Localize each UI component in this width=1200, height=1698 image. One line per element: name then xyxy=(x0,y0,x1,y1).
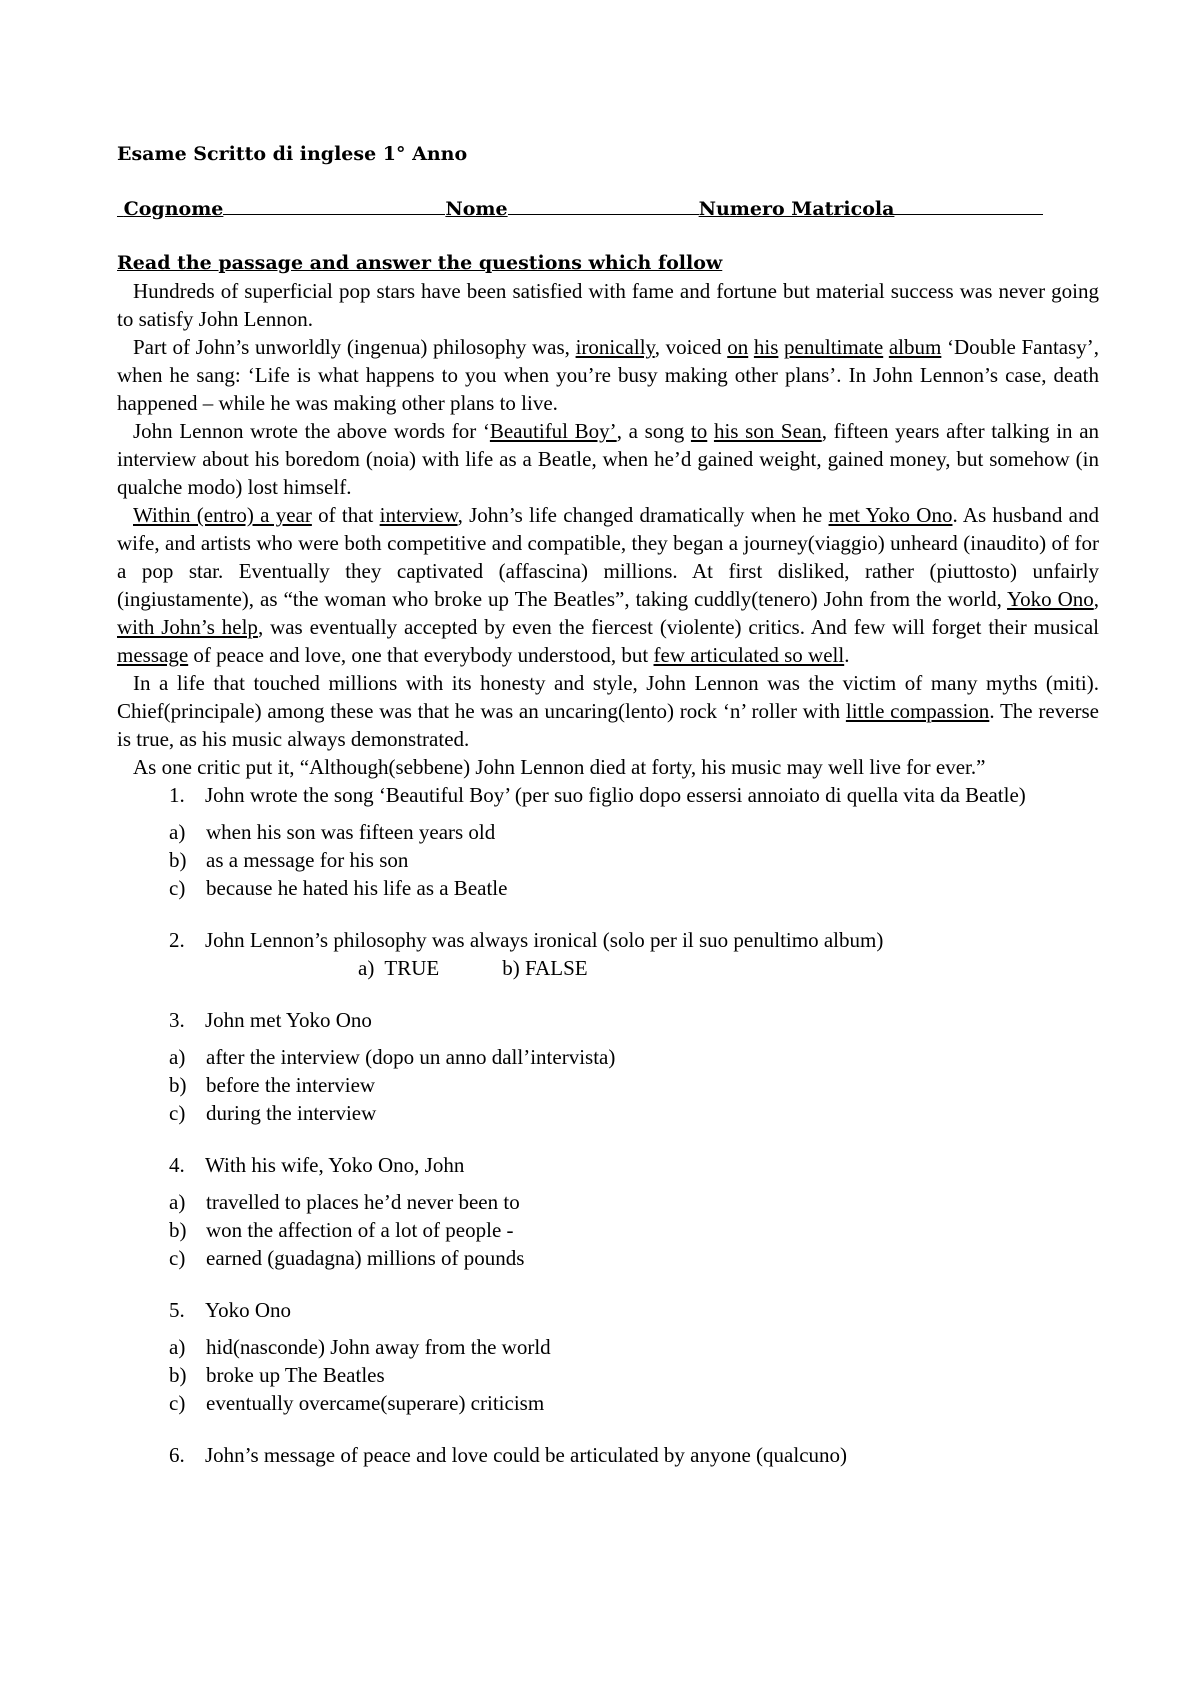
option[interactable]: b) before the interview xyxy=(169,1073,376,1097)
student-number-label: Numero Matricola xyxy=(698,198,895,220)
option[interactable]: b) won the affection of a lot of people - xyxy=(169,1218,514,1242)
option[interactable]: a) hid(nasconde) John away from the world xyxy=(169,1335,551,1359)
exam-page xyxy=(117,140,1099,1469)
paragraph-5: In a life that touched millions with its honesty and style, John Lennon was the victim of many myths (miti). Chief(principale) among these was that he was an uncaring(lento) rock ‘n’ roller with little compassion. The reverse is true, as his music always demonstrated. xyxy=(117,671,1099,751)
exam-title: Esame Scritto di inglese 1° Anno xyxy=(117,143,468,165)
question-3-options xyxy=(117,1043,1099,1127)
true-false-options[interactable]: a) TRUE b) FALSE xyxy=(358,956,588,980)
question-1-options xyxy=(117,818,1099,902)
option[interactable]: c) because he hated his life as a Beatle xyxy=(169,876,508,900)
paragraph-3: John Lennon wrote the above words for ‘Beautiful Boy’, a song to his son Sean, fifteen years after talking in an interview about his boredom (noia) with life as a Beatle, when he’d gained weight, gained money, but somehow (in qualche modo) lost himself. xyxy=(117,419,1100,499)
option[interactable]: b) broke up The Beatles xyxy=(169,1363,385,1387)
question-6: 6. John’s message of peace and love could be articulated by anyone (qualcuno) xyxy=(169,1443,848,1467)
option[interactable]: c) during the interview xyxy=(169,1101,377,1125)
question-2: 2. John Lennon’s philosophy was always ironical (solo per il suo penultimo album) xyxy=(169,928,884,952)
paragraph-6: As one critic put it, “Although(sebbene) John Lennon died at forty, his music may well live for ever.” xyxy=(133,755,986,779)
paragraph-1: Hundreds of superficial pop stars have been satisfied with fame and fortune but material success was never going to satisfy John Lennon. xyxy=(117,279,1099,331)
option[interactable]: c) earned (guadagna) millions of pounds xyxy=(169,1246,525,1270)
question-4: 4. With his wife, Yoko Ono, John xyxy=(169,1153,465,1177)
option[interactable]: b) as a message for his son xyxy=(169,848,409,872)
question-3: 3. John met Yoko Ono xyxy=(169,1008,372,1032)
student-number-field[interactable] xyxy=(894,194,1043,215)
instructions: Read the passage and answer the questions which follow xyxy=(117,252,723,274)
question-4-options xyxy=(117,1188,1099,1272)
question-5: 5. Yoko Ono xyxy=(169,1298,291,1322)
paragraph-4: Within (entro) a year of that interview, John’s life changed dramatically when he met Yoko Ono. As husband and wife, and artists who were both competitive and compatible, they began a journey(viaggio) unheard (inaudito) of for a pop star. Eventually they captivated (affascina) millions. At first disliked, rather (piuttosto) unfairly (ingiustamente), as “the woman who broke up The Beatles”, taking cuddly(tenero) John from the world, Yoko Ono, with John’s help, was eventually accepted by even the fiercest (violente) critics. And few will forget their musical message of peace and love, one that everybody understood, but few articulated so well. xyxy=(117,503,1100,667)
surname-label: Cognome xyxy=(123,198,224,220)
surname-field[interactable] xyxy=(223,194,445,215)
name-field[interactable] xyxy=(508,194,699,215)
questions-list xyxy=(117,781,1099,1469)
name-label: Nome xyxy=(445,198,508,220)
option[interactable]: a) after the interview (dopo un anno dall’intervista) xyxy=(169,1045,616,1069)
option[interactable]: c) eventually overcame(superare) criticism xyxy=(169,1391,545,1415)
question-5-options xyxy=(117,1333,1099,1417)
option[interactable]: a) travelled to places he’d never been to xyxy=(169,1190,520,1214)
student-info-fields xyxy=(117,194,1099,223)
question-1: 1. John wrote the song ‘Beautiful Boy’ (per suo figlio dopo essersi annoiato di quella vita da Beatle) xyxy=(169,783,1026,807)
reading-passage xyxy=(117,277,1099,781)
paragraph-2: Part of John’s unworldly (ingenua) philosophy was, ironically, voiced on his penultimate album ‘Double Fantasy’, when he sang: ‘Life is what happens to you when you’re busy making other plans’. In John Lennon’s case, death happened – while he was making other plans to live. xyxy=(117,335,1100,415)
option[interactable]: a) when his son was fifteen years old xyxy=(169,820,496,844)
